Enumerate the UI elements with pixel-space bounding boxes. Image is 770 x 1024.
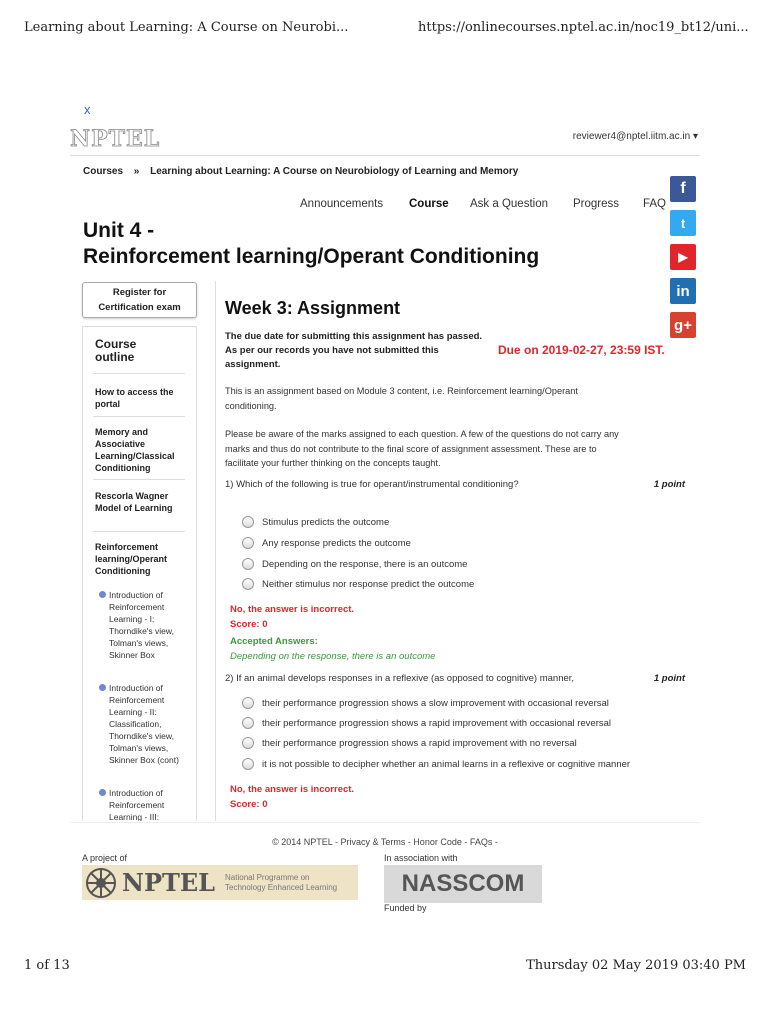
bullet-icon [99, 591, 106, 598]
marks-line-3: facilitate your further thinking on the concepts taught. [225, 458, 441, 468]
intro-line-2: conditioning. [225, 400, 277, 411]
funded-by-label: Funded by [384, 903, 427, 913]
user-menu[interactable] [573, 131, 698, 142]
due-notice [225, 330, 482, 372]
google-plus-icon[interactable]: g+ [670, 312, 696, 338]
nptel-tagline-2: Technology Enhanced Learning [225, 882, 338, 892]
radio-button[interactable] [242, 717, 254, 729]
register-line1: Register for [112, 287, 167, 298]
nptel-tagline-1: National Programme on [225, 872, 310, 882]
question-1-points: 1 point [653, 479, 685, 490]
print-page-number: 1 of 13 [24, 958, 70, 973]
intro-line-1: This is an assignment based on Module 3 content, i.e. Reinforcement learning/Operant [225, 386, 578, 396]
sidebar-subitem-3-label: Introduction of Reinforcement Learning - III: [109, 788, 165, 821]
footer-links[interactable]: © 2014 NPTEL - Privacy & Terms - Honor Code - FAQs - [272, 837, 498, 847]
q1-option-1-label: Stimulus predicts the outcome [262, 516, 390, 528]
sidebar-divider [93, 416, 185, 417]
due-passed-text: The due date for submitting this assignment has passed. [225, 331, 483, 342]
association-label: In association with [384, 853, 458, 863]
question-1-text: 1) Which of the following is true for operant/instrumental conditioning? [225, 479, 519, 490]
twitter-icon[interactable]: t [670, 210, 696, 236]
register-certification-button[interactable] [82, 282, 197, 318]
breadcrumb-separator: » [133, 166, 140, 177]
due-date: Due on 2019-02-27, 23:59 IST. [498, 343, 665, 357]
radio-button[interactable] [242, 737, 254, 749]
not-submitted-text-1: As per our records you have not submitted this [225, 345, 439, 356]
marks-note [225, 427, 685, 471]
assignment-title: Week 3: Assignment [225, 298, 401, 318]
q2-option-1-label: their performance progression shows a slow improvement with occasional reversal [262, 697, 609, 709]
course-outline-title [95, 338, 136, 364]
project-of-label: A project of [82, 853, 128, 863]
linkedin-icon[interactable]: in [670, 278, 696, 304]
nav-faq[interactable]: FAQ [643, 198, 667, 210]
sidebar-divider [93, 479, 185, 480]
nptel-tagline [225, 873, 337, 893]
breadcrumb [83, 166, 526, 177]
sidebar-subitem-1[interactable] [109, 589, 189, 661]
breadcrumb-courses[interactable]: Courses [83, 166, 124, 177]
close-icon[interactable]: x [84, 102, 91, 117]
q1-score: Score: 0 [230, 619, 268, 630]
q1-option-4-label: Neither stimulus nor response predict the outcome [262, 578, 475, 590]
bullet-icon [99, 789, 106, 796]
facebook-icon[interactable]: f [670, 176, 696, 202]
sidebar-item-rescorla[interactable]: Rescorla Wagner Model of Learning [95, 491, 173, 513]
nav-progress[interactable]: Progress [573, 198, 620, 210]
q1-option-2-label: Any response predicts the outcome [262, 537, 411, 549]
course-outline-title-1: Course [95, 337, 137, 351]
print-datetime: Thursday 02 May 2019 03:40 PM [526, 958, 746, 973]
sidebar-subitem-3[interactable] [109, 787, 189, 821]
marks-line-2: marks and thus do not contribute to the final score of assignment assessment. These are to [225, 443, 597, 454]
nav-course[interactable]: Course [409, 198, 449, 210]
not-submitted-text-2: assignment. [225, 359, 281, 370]
q1-option-3[interactable] [242, 558, 467, 570]
nav-announcements[interactable]: Announcements [300, 198, 384, 210]
bullet-icon [99, 684, 106, 691]
radio-button[interactable] [242, 578, 254, 590]
q2-option-1[interactable] [242, 697, 609, 709]
q2-result [230, 782, 354, 812]
print-header-title: Learning about Learning: A Course on Neurobi... [24, 20, 349, 35]
user-email: reviewer4@nptel.iitm.ac.in [572, 131, 691, 142]
q1-result [230, 602, 354, 632]
sidebar-subitem-2-label: Introduction of Reinforcement Learning - II: Classification, Thorndike's view, Tolman's views, Skinner Box (cont) [109, 683, 179, 765]
course-outline-sidebar [82, 326, 197, 821]
q2-option-4-label: it is not possible to decipher whether an animal learns in a reflexive or cognitive manner [262, 758, 631, 770]
q2-result-text: No, the answer is incorrect. [230, 784, 355, 795]
header-divider [70, 155, 700, 156]
nptel-emblem-icon [84, 866, 118, 900]
sidebar-divider [93, 531, 185, 532]
page-title [83, 218, 539, 270]
marks-line-1: Please be aware of the marks assigned to each question. A few of the questions do not carry any [225, 429, 619, 439]
unit-title-line2: Reinforcement learning/Operant Conditioning [83, 245, 540, 268]
nav-ask-question[interactable]: Ask a Question [470, 198, 548, 210]
radio-button[interactable] [242, 758, 254, 770]
q1-option-1[interactable] [242, 516, 389, 528]
content-divider [215, 281, 216, 821]
q2-score: Score: 0 [230, 799, 268, 810]
q1-accepted-answer: Depending on the response, there is an outcome [230, 651, 436, 662]
q1-accepted-label: Accepted Answers: [230, 636, 318, 647]
q2-option-4[interactable] [242, 758, 630, 770]
sidebar-subitem-2[interactable] [109, 682, 189, 766]
question-2-text: 2) If an animal develops responses in a reflexive (as opposed to cognitive) manner, [225, 673, 575, 684]
q2-option-2-label: their performance progression shows a rapid improvement with occasional reversal [262, 717, 612, 729]
q1-option-3-label: Depending on the response, there is an outcome [262, 558, 468, 570]
q2-option-3-label: their performance progression shows a rapid improvement with no reversal [262, 737, 577, 749]
q1-result-text: No, the answer is incorrect. [230, 604, 355, 615]
nptel-logo[interactable]: NPTEL [70, 126, 161, 152]
sidebar-subitem-1-label: Introduction of Reinforcement Learning - I: Thorndike's view, Tolman's views, Skinner Box [109, 590, 174, 660]
q1-option-2[interactable] [242, 537, 411, 549]
q2-option-3[interactable] [242, 737, 577, 749]
sidebar-divider [93, 373, 185, 374]
print-header-url: https://onlinecourses.nptel.ac.in/noc19_bt12/uni... [418, 20, 749, 35]
sidebar-item-memory[interactable]: Memory and Associative Learning/Classical Conditioning [95, 427, 175, 473]
youtube-icon[interactable]: ▶ [670, 244, 696, 270]
assignment-intro [225, 384, 685, 413]
breadcrumb-course[interactable]: Learning about Learning: A Course on Neurobiology of Learning and Memory [150, 166, 519, 177]
nptel-footer-text: NPTEL [122, 868, 216, 897]
unit-title-line1: Unit 4 - [83, 219, 155, 242]
radio-button[interactable] [242, 558, 254, 570]
sidebar-item-portal[interactable]: How to access the portal [95, 387, 174, 409]
course-outline-title-2: outline [95, 350, 135, 364]
radio-button[interactable] [242, 516, 254, 528]
radio-button[interactable] [242, 537, 254, 549]
nasscom-logo: NASSCOM [384, 865, 542, 903]
nptel-footer-logo [82, 865, 358, 900]
question-2-points: 1 point [653, 673, 685, 684]
radio-button[interactable] [242, 697, 254, 709]
q1-option-4[interactable] [242, 578, 474, 590]
chevron-down-icon: ▾ [692, 131, 698, 142]
sidebar-item-reinforcement[interactable]: Reinforcement learning/Operant Conditioning [95, 542, 168, 576]
q2-option-2[interactable] [242, 717, 611, 729]
register-line2: Certification exam [98, 302, 181, 313]
footer-divider [70, 822, 700, 823]
